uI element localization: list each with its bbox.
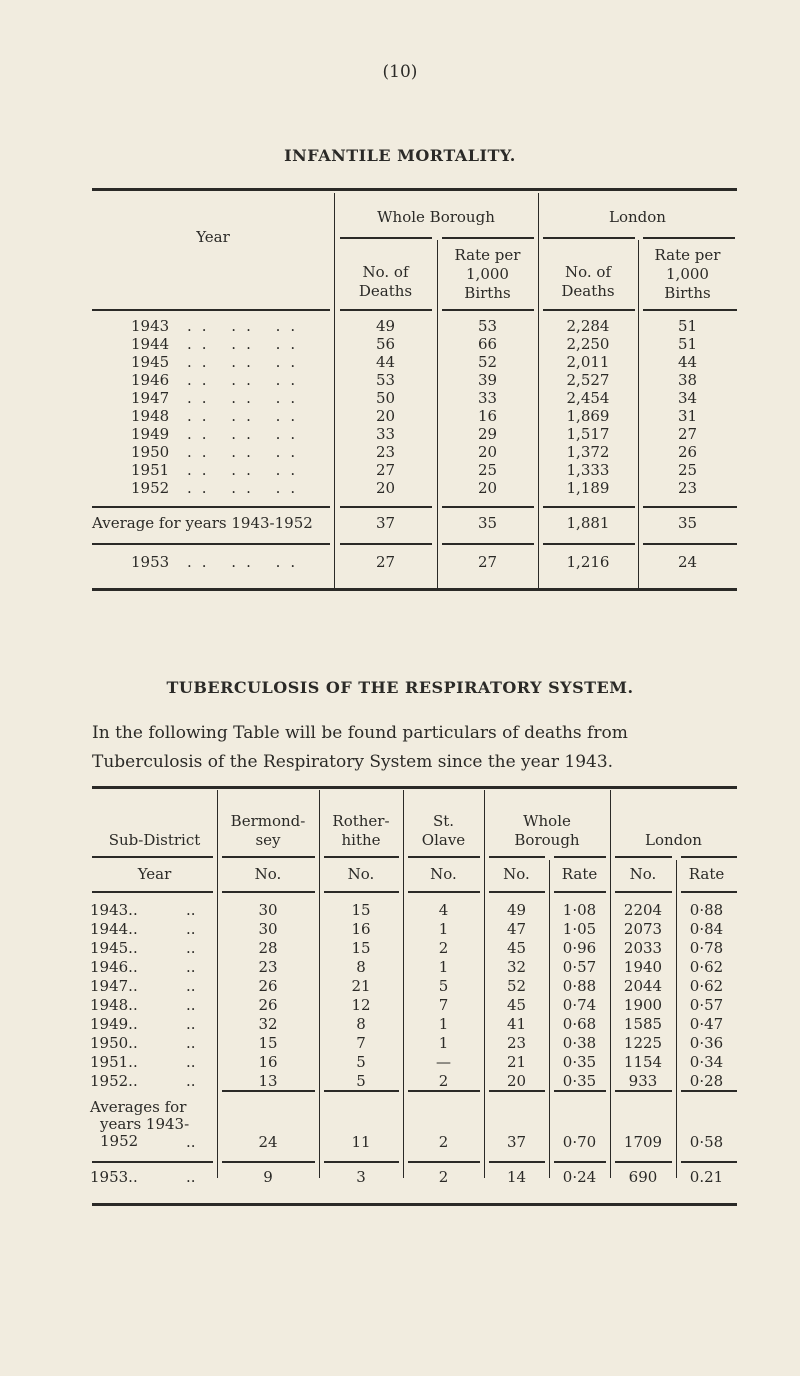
row-wb-deaths: 49 [375, 317, 396, 335]
average-rotherhithe: 11 [351, 1133, 371, 1151]
header-line: hithe [341, 831, 381, 849]
row-rotherhithe: 12 [351, 996, 371, 1014]
average-label-line: 1952 [100, 1132, 139, 1150]
row-wb-rate: 39 [477, 371, 498, 389]
row-st-olave: 7 [438, 996, 449, 1014]
row-leader: .. [186, 996, 196, 1014]
row-wb-no: 41 [506, 1015, 527, 1033]
row-london-rate: 44 [677, 353, 698, 371]
row-wb-rate: 0·96 [562, 939, 597, 957]
average-bermondsey: 24 [258, 1133, 278, 1151]
header-bottom-rule [615, 891, 672, 893]
average-label: Average for years 1943-1952 [92, 514, 313, 532]
row-london-rate: 0·78 [689, 939, 724, 957]
section-rule [324, 1161, 399, 1163]
row-year: 1949.. [90, 1015, 138, 1033]
row-leader: .. [186, 1133, 196, 1151]
row-wb-deaths: 20 [375, 407, 396, 425]
average-label [90, 1099, 189, 1150]
row-wb-deaths: 44 [375, 353, 396, 371]
row-wb-no: 45 [506, 996, 527, 1014]
row-london-rate: 25 [677, 461, 698, 479]
row-rotherhithe: 15 [351, 901, 371, 919]
row-year: 1943 [131, 317, 170, 335]
table-bottom-rule [92, 1203, 737, 1206]
header-bottom-rule [92, 309, 330, 311]
header-london-deaths [538, 263, 638, 301]
row-london-no: 1225 [623, 1034, 663, 1052]
row-leader: .. .. .. [187, 317, 306, 335]
current-wb-rate: 0·24 [562, 1168, 597, 1186]
average-wb-deaths: 37 [375, 514, 396, 532]
row-london-no: 1154 [623, 1053, 663, 1071]
section-rule [408, 1161, 480, 1163]
row-rotherhithe: 16 [351, 920, 371, 938]
row-leader: .. .. .. [187, 461, 306, 479]
header-no: No. [347, 865, 375, 883]
row-leader: .. .. .. [187, 389, 306, 407]
header-line: 1,000 [666, 265, 709, 283]
row-wb-rate: 0·68 [562, 1015, 597, 1033]
row-bermondsey: 32 [258, 1015, 278, 1033]
row-year: 1947 [131, 389, 170, 407]
average-st-olave: 2 [438, 1133, 449, 1151]
row-leader: .. .. .. [187, 443, 306, 461]
average-london-rate: 35 [677, 514, 698, 532]
row-st-olave: 1 [438, 1034, 449, 1052]
current-wb-rate: 27 [477, 553, 498, 571]
row-st-olave: 1 [438, 958, 449, 976]
table-top-rule [92, 188, 737, 191]
row-wb-rate: 1·08 [562, 901, 597, 919]
row-st-olave: 1 [438, 920, 449, 938]
header-bottom-rule [643, 309, 737, 311]
section-rule [489, 1161, 545, 1163]
row-wb-rate: 1·05 [562, 920, 597, 938]
row-bermondsey: 23 [258, 958, 278, 976]
row-wb-rate: 0·38 [562, 1034, 597, 1052]
header-bottom-rule [543, 309, 635, 311]
section-rule [543, 543, 635, 545]
row-wb-deaths: 56 [375, 335, 396, 353]
row-year: 1946.. [90, 958, 138, 976]
header-underline [681, 856, 737, 858]
current-london-rate: 0.21 [689, 1168, 724, 1186]
row-leader: .. [186, 920, 196, 938]
header-line: Rate per [654, 246, 721, 264]
row-year: 1947.. [90, 977, 138, 995]
header-underline [543, 237, 635, 239]
row-leader: .. [186, 977, 196, 995]
row-london-rate: 38 [677, 371, 698, 389]
row-st-olave: — [436, 1053, 451, 1071]
row-wb-rate: 20 [477, 479, 498, 497]
section-rule [324, 1090, 399, 1092]
average-label-line: Averages for [90, 1098, 187, 1116]
table-top-rule [92, 786, 737, 789]
header-no: No. [254, 865, 282, 883]
section-rule [489, 1090, 545, 1092]
row-wb-rate: 20 [477, 443, 498, 461]
header-rate: Rate [561, 865, 598, 883]
average-label-line: years 1943- [100, 1115, 190, 1133]
row-leader: .. [186, 1168, 196, 1186]
row-london-deaths: 1,333 [566, 461, 610, 479]
header-line: Births [664, 284, 711, 302]
row-year: 1948.. [90, 996, 138, 1014]
row-bermondsey: 28 [258, 939, 278, 957]
header-sub-district: Sub-District [108, 831, 201, 849]
tuberculosis-title: TUBERCULOSIS OF THE RESPIRATORY SYSTEM. [166, 678, 634, 697]
row-wb-deaths: 33 [375, 425, 396, 443]
row-london-rate: 27 [677, 425, 698, 443]
row-leader: .. [186, 1053, 196, 1071]
average-london-no: 1709 [623, 1133, 663, 1151]
row-london-rate: 0·34 [689, 1053, 724, 1071]
row-london-deaths: 1,189 [566, 479, 610, 497]
row-london-rate: 0·62 [689, 977, 724, 995]
row-year: 1944.. [90, 920, 138, 938]
row-london-deaths: 2,011 [566, 353, 610, 371]
row-rotherhithe: 21 [351, 977, 371, 995]
header-line: Rate per [454, 246, 521, 264]
row-wb-deaths: 50 [375, 389, 396, 407]
section-rule [340, 506, 432, 508]
row-wb-deaths: 23 [375, 443, 396, 461]
row-year: 1945 [131, 353, 170, 371]
row-wb-no: 21 [506, 1053, 527, 1071]
tuberculosis-intro: In the following Table will be found particulars of deaths from Tuberculosis of the Respiratory System since the year 1943. [92, 723, 628, 772]
average-wb-no: 37 [506, 1133, 527, 1151]
current-year: 1953.. [90, 1168, 138, 1186]
header-london: London [609, 208, 666, 226]
row-wb-rate: 0·57 [562, 958, 597, 976]
header-no: No. [503, 865, 530, 883]
section-rule [554, 1090, 606, 1092]
row-wb-rate: 25 [477, 461, 498, 479]
section-rule [92, 506, 330, 508]
row-leader: .. .. .. [187, 353, 306, 371]
row-wb-rate: 52 [477, 353, 498, 371]
row-london-rate: 31 [677, 407, 698, 425]
row-wb-no: 20 [506, 1072, 527, 1090]
header-no: No. [629, 865, 657, 883]
header-bottom-rule [681, 891, 737, 893]
header-bermondsey [217, 812, 319, 850]
infantile-mortality-title: INFANTILE MORTALITY. [284, 146, 516, 165]
section-rule [92, 1161, 213, 1163]
row-wb-rate: 16 [477, 407, 498, 425]
header-line: Whole [523, 812, 571, 830]
row-year: 1945.. [90, 939, 138, 957]
header-line: No. of [564, 263, 611, 281]
row-wb-deaths: 20 [375, 479, 396, 497]
header-bottom-rule [408, 891, 480, 893]
current-london-no: 690 [628, 1168, 658, 1186]
header-underline [340, 237, 432, 239]
row-london-rate: 0·88 [689, 901, 724, 919]
current-bermondsey: 9 [263, 1168, 273, 1186]
row-london-rate: 51 [677, 317, 698, 335]
row-st-olave: 4 [438, 901, 449, 919]
row-wb-no: 32 [506, 958, 527, 976]
header-wb-rate [437, 246, 538, 303]
section-rule [442, 506, 534, 508]
row-london-no: 2073 [623, 920, 663, 938]
row-bermondsey: 15 [258, 1034, 278, 1052]
header-year: Year [137, 865, 172, 883]
row-london-deaths: 2,527 [566, 371, 610, 389]
section-rule [681, 1090, 737, 1092]
row-london-no: 1900 [623, 996, 663, 1014]
row-wb-rate: 29 [477, 425, 498, 443]
current-wb-deaths: 27 [375, 553, 396, 571]
row-leader: .. [186, 1034, 196, 1052]
row-london-rate: 0·36 [689, 1034, 724, 1052]
row-year: 1948 [131, 407, 170, 425]
header-bottom-rule [222, 891, 315, 893]
header-london: London [645, 831, 702, 849]
row-st-olave: 5 [438, 977, 449, 995]
current-st-olave: 2 [438, 1168, 449, 1186]
row-wb-deaths: 53 [375, 371, 396, 389]
header-line: Olave [421, 831, 466, 849]
row-year: 1950.. [90, 1034, 138, 1052]
row-bermondsey: 16 [258, 1053, 278, 1071]
header-underline [324, 856, 399, 858]
row-st-olave: 2 [438, 939, 449, 957]
header-rotherhithe [319, 812, 403, 850]
row-leader: .. .. .. [187, 553, 306, 571]
header-line: Births [464, 284, 511, 302]
row-london-deaths: 1,372 [566, 443, 610, 461]
average-london-deaths: 1,881 [566, 514, 610, 532]
header-rate: Rate [688, 865, 725, 883]
row-leader: .. .. .. [187, 425, 306, 443]
row-london-deaths: 2,250 [566, 335, 610, 353]
header-line: Deaths [358, 282, 413, 300]
row-leader: .. .. .. [187, 479, 306, 497]
header-underline [92, 856, 213, 858]
header-underline [489, 856, 545, 858]
section-rule [92, 543, 330, 545]
header-line: St. [432, 812, 455, 830]
header-line: Deaths [561, 282, 615, 300]
header-whole-borough: Whole Borough [377, 208, 495, 226]
row-bermondsey: 26 [258, 996, 278, 1014]
row-wb-no: 47 [506, 920, 527, 938]
row-london-rate: 0·84 [689, 920, 724, 938]
header-bottom-rule [92, 891, 213, 893]
row-leader: .. .. .. [187, 371, 306, 389]
row-leader: .. [186, 958, 196, 976]
current-london-rate: 24 [677, 553, 698, 571]
header-st-olave [403, 812, 484, 850]
row-leader: .. [186, 939, 196, 957]
current-wb-no: 14 [506, 1168, 527, 1186]
header-london-rate [638, 246, 737, 303]
row-bermondsey: 30 [258, 920, 278, 938]
section-rule [615, 1090, 672, 1092]
header-line: sey [255, 831, 281, 849]
row-london-no: 2044 [623, 977, 663, 995]
header-year: Year [196, 228, 230, 246]
row-year: 1951.. [90, 1053, 138, 1071]
row-wb-rate: 0·88 [562, 977, 597, 995]
row-rotherhithe: 15 [351, 939, 371, 957]
row-london-deaths: 1,869 [566, 407, 610, 425]
header-bottom-rule [489, 891, 545, 893]
row-london-no: 2033 [623, 939, 663, 957]
header-line: 1,000 [466, 265, 509, 283]
row-london-deaths: 1,517 [566, 425, 610, 443]
section-rule [681, 1161, 737, 1163]
header-line: Bermond- [230, 812, 306, 830]
row-leader: .. .. .. [187, 335, 306, 353]
section-rule [643, 543, 737, 545]
row-rotherhithe: 7 [356, 1034, 366, 1052]
header-underline [554, 856, 606, 858]
row-year: 1944 [131, 335, 170, 353]
section-rule [643, 506, 737, 508]
row-london-no: 933 [628, 1072, 658, 1090]
header-underline [643, 237, 735, 239]
header-underline [222, 856, 315, 858]
row-wb-no: 49 [506, 901, 527, 919]
header-bottom-rule [324, 891, 399, 893]
row-london-rate: 26 [677, 443, 698, 461]
section-rule [340, 543, 432, 545]
row-year: 1943.. [90, 901, 138, 919]
row-wb-rate: 0·74 [562, 996, 597, 1014]
header-whole-borough [484, 812, 610, 850]
row-bermondsey: 30 [258, 901, 278, 919]
row-bermondsey: 13 [258, 1072, 278, 1090]
header-underline [442, 237, 534, 239]
header-bottom-rule [340, 309, 432, 311]
row-wb-no: 52 [506, 977, 527, 995]
section-rule [222, 1090, 315, 1092]
section-rule [554, 1161, 606, 1163]
row-rotherhithe: 8 [356, 1015, 366, 1033]
page-number: (10) [382, 62, 418, 82]
row-wb-no: 23 [506, 1034, 527, 1052]
row-wb-rate: 66 [477, 335, 498, 353]
header-bottom-rule [554, 891, 606, 893]
section-rule [408, 1090, 480, 1092]
row-rotherhithe: 5 [356, 1072, 366, 1090]
row-wb-no: 45 [506, 939, 527, 957]
current-rotherhithe: 3 [356, 1168, 366, 1186]
average-wb-rate: 35 [477, 514, 498, 532]
section-rule [543, 506, 635, 508]
row-london-rate: 0·47 [689, 1015, 724, 1033]
row-london-rate: 23 [677, 479, 698, 497]
row-year: 1952 [131, 479, 170, 497]
row-leader: .. [186, 901, 196, 919]
row-london-no: 1940 [623, 958, 663, 976]
row-st-olave: 1 [438, 1015, 449, 1033]
header-line: Rother- [332, 812, 390, 830]
row-rotherhithe: 5 [356, 1053, 366, 1071]
row-london-rate: 0·57 [689, 996, 724, 1014]
section-rule [615, 1161, 672, 1163]
current-london-deaths: 1,216 [566, 553, 610, 571]
row-leader: .. [186, 1015, 196, 1033]
header-no: No. [430, 865, 457, 883]
row-london-no: 2204 [623, 901, 663, 919]
row-year: 1952.. [90, 1072, 138, 1090]
row-rotherhithe: 8 [356, 958, 366, 976]
row-year: 1951 [131, 461, 170, 479]
header-line: Borough [514, 831, 580, 849]
section-rule [442, 543, 534, 545]
row-leader: .. .. .. [187, 407, 306, 425]
row-st-olave: 2 [438, 1072, 449, 1090]
row-london-rate: 0·62 [689, 958, 724, 976]
row-wb-rate: 0·35 [562, 1053, 597, 1071]
header-line: No. of [362, 263, 409, 281]
row-london-no: 1585 [623, 1015, 663, 1033]
current-year: 1953 [131, 553, 170, 571]
section-rule [222, 1161, 315, 1163]
header-wb-deaths [334, 263, 437, 301]
average-london-rate: 0·58 [689, 1133, 724, 1151]
row-year: 1949 [131, 425, 170, 443]
row-london-deaths: 2,454 [566, 389, 610, 407]
row-london-rate: 51 [677, 335, 698, 353]
row-wb-rate: 0·35 [562, 1072, 597, 1090]
row-leader: .. [186, 1072, 196, 1090]
average-wb-rate: 0·70 [562, 1133, 597, 1151]
header-underline [408, 856, 480, 858]
table-bottom-rule [92, 588, 737, 591]
row-london-rate: 0·28 [689, 1072, 724, 1090]
row-wb-rate: 53 [477, 317, 498, 335]
row-london-rate: 34 [677, 389, 698, 407]
row-bermondsey: 26 [258, 977, 278, 995]
header-bottom-rule [442, 309, 534, 311]
row-wb-deaths: 27 [375, 461, 396, 479]
row-london-deaths: 2,284 [566, 317, 610, 335]
row-year: 1946 [131, 371, 170, 389]
row-wb-rate: 33 [477, 389, 498, 407]
row-year: 1950 [131, 443, 170, 461]
header-underline [615, 856, 672, 858]
